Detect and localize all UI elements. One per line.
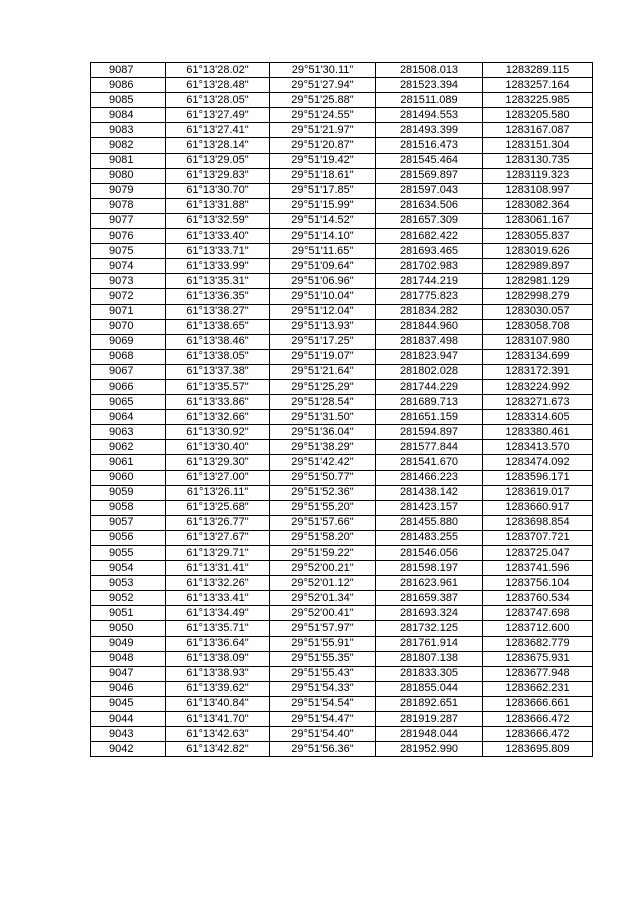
point-number-cell: 9082 — [91, 138, 166, 153]
longitude-cell: 29°51'56.36" — [270, 742, 376, 757]
point-number-cell: 9087 — [91, 63, 166, 78]
table-row — [91, 63, 593, 78]
table-row — [91, 183, 593, 198]
point-number-cell: 9050 — [91, 621, 166, 636]
latitude-cell: 61°13'32.66" — [166, 410, 270, 425]
longitude-cell: 29°51'19.07" — [270, 349, 376, 364]
point-number-cell: 9058 — [91, 500, 166, 515]
latitude-cell: 61°13'42.82" — [166, 742, 270, 757]
x-coordinate-cell: 281423.157 — [376, 500, 483, 515]
x-coordinate-cell: 281523.394 — [376, 78, 483, 93]
longitude-cell: 29°51'30.11" — [270, 63, 376, 78]
table-row — [91, 379, 593, 394]
x-coordinate-cell: 281834.282 — [376, 304, 483, 319]
point-number-cell: 9075 — [91, 244, 166, 259]
y-coordinate-cell: 1283725.047 — [483, 546, 593, 561]
x-coordinate-cell: 281807.138 — [376, 651, 483, 666]
x-coordinate-cell: 281651.159 — [376, 410, 483, 425]
point-number-cell: 9064 — [91, 410, 166, 425]
x-coordinate-cell: 281693.465 — [376, 244, 483, 259]
x-coordinate-cell: 281577.844 — [376, 440, 483, 455]
y-coordinate-cell: 1283675.931 — [483, 651, 593, 666]
y-coordinate-cell: 1283695.809 — [483, 742, 593, 757]
table-row — [91, 455, 593, 470]
point-number-cell: 9045 — [91, 696, 166, 711]
table-row — [91, 334, 593, 349]
table-row — [91, 742, 593, 757]
y-coordinate-cell: 1283061.167 — [483, 213, 593, 228]
table-row — [91, 229, 593, 244]
table-row — [91, 515, 593, 530]
longitude-cell: 29°51'57.66" — [270, 515, 376, 530]
table-row — [91, 410, 593, 425]
table-row — [91, 395, 593, 410]
latitude-cell: 61°13'34.49" — [166, 606, 270, 621]
point-number-cell: 9069 — [91, 334, 166, 349]
point-number-cell: 9049 — [91, 636, 166, 651]
table-row — [91, 651, 593, 666]
y-coordinate-cell: 1283130.735 — [483, 153, 593, 168]
y-coordinate-cell: 1283058.708 — [483, 319, 593, 334]
y-coordinate-cell: 1282981.129 — [483, 274, 593, 289]
point-number-cell: 9047 — [91, 666, 166, 681]
table-row — [91, 561, 593, 576]
point-number-cell: 9077 — [91, 213, 166, 228]
table-row — [91, 727, 593, 742]
longitude-cell: 29°52'00.21" — [270, 561, 376, 576]
table-row — [91, 364, 593, 379]
x-coordinate-cell: 281634.506 — [376, 198, 483, 213]
point-number-cell: 9081 — [91, 153, 166, 168]
x-coordinate-cell: 281511.089 — [376, 93, 483, 108]
y-coordinate-cell: 1283380.461 — [483, 425, 593, 440]
coordinates-table-body — [91, 63, 593, 757]
latitude-cell: 61°13'38.05" — [166, 349, 270, 364]
y-coordinate-cell: 1283055.837 — [483, 229, 593, 244]
point-number-cell: 9044 — [91, 712, 166, 727]
table-row — [91, 153, 593, 168]
x-coordinate-cell: 281744.229 — [376, 379, 483, 394]
point-number-cell: 9084 — [91, 108, 166, 123]
point-number-cell: 9078 — [91, 198, 166, 213]
latitude-cell: 61°13'27.41" — [166, 123, 270, 138]
y-coordinate-cell: 1283119.323 — [483, 168, 593, 183]
longitude-cell: 29°51'11.65" — [270, 244, 376, 259]
y-coordinate-cell: 1283756.104 — [483, 576, 593, 591]
x-coordinate-cell: 281597.043 — [376, 183, 483, 198]
longitude-cell: 29°52'01.34" — [270, 591, 376, 606]
latitude-cell: 61°13'30.92" — [166, 425, 270, 440]
table-row — [91, 576, 593, 591]
longitude-cell: 29°51'54.54" — [270, 696, 376, 711]
x-coordinate-cell: 281657.309 — [376, 213, 483, 228]
y-coordinate-cell: 1283707.721 — [483, 530, 593, 545]
point-number-cell: 9054 — [91, 561, 166, 576]
point-number-cell: 9079 — [91, 183, 166, 198]
latitude-cell: 61°13'28.14" — [166, 138, 270, 153]
longitude-cell: 29°51'10.04" — [270, 289, 376, 304]
longitude-cell: 29°51'50.77" — [270, 470, 376, 485]
table-row — [91, 425, 593, 440]
longitude-cell: 29°51'59.22" — [270, 546, 376, 561]
x-coordinate-cell: 281508.013 — [376, 63, 483, 78]
latitude-cell: 61°13'29.05" — [166, 153, 270, 168]
x-coordinate-cell: 281455.880 — [376, 515, 483, 530]
y-coordinate-cell: 1283474.092 — [483, 455, 593, 470]
x-coordinate-cell: 281952.990 — [376, 742, 483, 757]
longitude-cell: 29°51'06.96" — [270, 274, 376, 289]
point-number-cell: 9066 — [91, 379, 166, 394]
x-coordinate-cell: 281569.897 — [376, 168, 483, 183]
point-number-cell: 9073 — [91, 274, 166, 289]
point-number-cell: 9080 — [91, 168, 166, 183]
table-row — [91, 530, 593, 545]
latitude-cell: 61°13'37.38" — [166, 364, 270, 379]
longitude-cell: 29°51'14.52" — [270, 213, 376, 228]
longitude-cell: 29°51'21.97" — [270, 123, 376, 138]
y-coordinate-cell: 1283741.596 — [483, 561, 593, 576]
x-coordinate-cell: 281466.223 — [376, 470, 483, 485]
latitude-cell: 61°13'38.46" — [166, 334, 270, 349]
x-coordinate-cell: 281732.125 — [376, 621, 483, 636]
y-coordinate-cell: 1283082.364 — [483, 198, 593, 213]
latitude-cell: 61°13'32.26" — [166, 576, 270, 591]
x-coordinate-cell: 281546.056 — [376, 546, 483, 561]
latitude-cell: 61°13'28.05" — [166, 93, 270, 108]
longitude-cell: 29°51'17.85" — [270, 183, 376, 198]
point-number-cell: 9085 — [91, 93, 166, 108]
longitude-cell: 29°51'52.36" — [270, 485, 376, 500]
y-coordinate-cell: 1283289.115 — [483, 63, 593, 78]
latitude-cell: 61°13'38.27" — [166, 304, 270, 319]
y-coordinate-cell: 1283224.992 — [483, 379, 593, 394]
latitude-cell: 61°13'31.88" — [166, 198, 270, 213]
table-row — [91, 349, 593, 364]
point-number-cell: 9052 — [91, 591, 166, 606]
table-row — [91, 636, 593, 651]
point-number-cell: 9056 — [91, 530, 166, 545]
latitude-cell: 61°13'36.64" — [166, 636, 270, 651]
point-number-cell: 9043 — [91, 727, 166, 742]
point-number-cell: 9057 — [91, 515, 166, 530]
longitude-cell: 29°51'31.50" — [270, 410, 376, 425]
x-coordinate-cell: 281598.197 — [376, 561, 483, 576]
y-coordinate-cell: 1283271.673 — [483, 395, 593, 410]
point-number-cell: 9076 — [91, 229, 166, 244]
y-coordinate-cell: 1283666.472 — [483, 727, 593, 742]
point-number-cell: 9060 — [91, 470, 166, 485]
y-coordinate-cell: 1283660.917 — [483, 500, 593, 515]
x-coordinate-cell: 281919.287 — [376, 712, 483, 727]
x-coordinate-cell: 281438.142 — [376, 485, 483, 500]
latitude-cell: 61°13'33.86" — [166, 395, 270, 410]
latitude-cell: 61°13'25.68" — [166, 500, 270, 515]
point-number-cell: 9051 — [91, 606, 166, 621]
latitude-cell: 61°13'27.49" — [166, 108, 270, 123]
x-coordinate-cell: 281744.219 — [376, 274, 483, 289]
x-coordinate-cell: 281594.897 — [376, 425, 483, 440]
longitude-cell: 29°51'14.10" — [270, 229, 376, 244]
latitude-cell: 61°13'33.71" — [166, 244, 270, 259]
table-row — [91, 168, 593, 183]
latitude-cell: 61°13'33.40" — [166, 229, 270, 244]
y-coordinate-cell: 1283107.980 — [483, 334, 593, 349]
x-coordinate-cell: 281802.028 — [376, 364, 483, 379]
latitude-cell: 61°13'35.71" — [166, 621, 270, 636]
point-number-cell: 9067 — [91, 364, 166, 379]
table-row — [91, 712, 593, 727]
table-row — [91, 666, 593, 681]
point-number-cell: 9053 — [91, 576, 166, 591]
latitude-cell: 61°13'33.41" — [166, 591, 270, 606]
longitude-cell: 29°51'54.40" — [270, 727, 376, 742]
latitude-cell: 61°13'36.35" — [166, 289, 270, 304]
table-row — [91, 304, 593, 319]
y-coordinate-cell: 1283666.661 — [483, 696, 593, 711]
point-number-cell: 9072 — [91, 289, 166, 304]
point-number-cell: 9086 — [91, 78, 166, 93]
latitude-cell: 61°13'26.77" — [166, 515, 270, 530]
latitude-cell: 61°13'29.71" — [166, 546, 270, 561]
x-coordinate-cell: 281623.961 — [376, 576, 483, 591]
longitude-cell: 29°51'20.87" — [270, 138, 376, 153]
table-row — [91, 123, 593, 138]
table-row — [91, 244, 593, 259]
y-coordinate-cell: 1283134.699 — [483, 349, 593, 364]
latitude-cell: 61°13'42.63" — [166, 727, 270, 742]
table-row — [91, 591, 593, 606]
y-coordinate-cell: 1283677.948 — [483, 666, 593, 681]
point-number-cell: 9065 — [91, 395, 166, 410]
x-coordinate-cell: 281493.399 — [376, 123, 483, 138]
y-coordinate-cell: 1283662.231 — [483, 681, 593, 696]
longitude-cell: 29°51'58.20" — [270, 530, 376, 545]
longitude-cell: 29°51'38.29" — [270, 440, 376, 455]
table-row — [91, 470, 593, 485]
latitude-cell: 61°13'41.70" — [166, 712, 270, 727]
y-coordinate-cell: 1282998.279 — [483, 289, 593, 304]
y-coordinate-cell: 1283167.087 — [483, 123, 593, 138]
longitude-cell: 29°51'13.93" — [270, 319, 376, 334]
coordinates-table — [90, 62, 593, 757]
x-coordinate-cell: 281693.324 — [376, 606, 483, 621]
latitude-cell: 61°13'28.02" — [166, 63, 270, 78]
y-coordinate-cell: 1283205.580 — [483, 108, 593, 123]
longitude-cell: 29°52'01.12" — [270, 576, 376, 591]
point-number-cell: 9068 — [91, 349, 166, 364]
table-row — [91, 93, 593, 108]
longitude-cell: 29°52'00.41" — [270, 606, 376, 621]
x-coordinate-cell: 281541.670 — [376, 455, 483, 470]
longitude-cell: 29°51'25.88" — [270, 93, 376, 108]
table-row — [91, 546, 593, 561]
table-row — [91, 198, 593, 213]
longitude-cell: 29°51'19.42" — [270, 153, 376, 168]
table-row — [91, 138, 593, 153]
x-coordinate-cell: 281948.044 — [376, 727, 483, 742]
table-row — [91, 485, 593, 500]
point-number-cell: 9046 — [91, 681, 166, 696]
longitude-cell: 29°51'18.61" — [270, 168, 376, 183]
y-coordinate-cell: 1283596.171 — [483, 470, 593, 485]
point-number-cell: 9071 — [91, 304, 166, 319]
x-coordinate-cell: 281844.960 — [376, 319, 483, 334]
point-number-cell: 9061 — [91, 455, 166, 470]
point-number-cell: 9062 — [91, 440, 166, 455]
y-coordinate-cell: 1283172.391 — [483, 364, 593, 379]
y-coordinate-cell: 1283225.985 — [483, 93, 593, 108]
longitude-cell: 29°51'28.54" — [270, 395, 376, 410]
y-coordinate-cell: 1283712.600 — [483, 621, 593, 636]
point-number-cell: 9055 — [91, 546, 166, 561]
x-coordinate-cell: 281659.387 — [376, 591, 483, 606]
y-coordinate-cell: 1283108.997 — [483, 183, 593, 198]
latitude-cell: 61°13'29.30" — [166, 455, 270, 470]
longitude-cell: 29°51'15.99" — [270, 198, 376, 213]
longitude-cell: 29°51'25.29" — [270, 379, 376, 394]
x-coordinate-cell: 281775.823 — [376, 289, 483, 304]
x-coordinate-cell: 281689.713 — [376, 395, 483, 410]
table-row — [91, 78, 593, 93]
longitude-cell: 29°51'24.55" — [270, 108, 376, 123]
table-row — [91, 259, 593, 274]
x-coordinate-cell: 281837.498 — [376, 334, 483, 349]
latitude-cell: 61°13'38.65" — [166, 319, 270, 334]
point-number-cell: 9042 — [91, 742, 166, 757]
table-row — [91, 621, 593, 636]
point-number-cell: 9070 — [91, 319, 166, 334]
latitude-cell: 61°13'35.57" — [166, 379, 270, 394]
longitude-cell: 29°51'57.97" — [270, 621, 376, 636]
x-coordinate-cell: 281833.305 — [376, 666, 483, 681]
table-row — [91, 108, 593, 123]
y-coordinate-cell: 1283747.698 — [483, 606, 593, 621]
x-coordinate-cell: 281823.947 — [376, 349, 483, 364]
y-coordinate-cell: 1283698.854 — [483, 515, 593, 530]
y-coordinate-cell: 1283666.472 — [483, 712, 593, 727]
latitude-cell: 61°13'32.59" — [166, 213, 270, 228]
y-coordinate-cell: 1283030.057 — [483, 304, 593, 319]
y-coordinate-cell: 1283257.164 — [483, 78, 593, 93]
table-row — [91, 681, 593, 696]
x-coordinate-cell: 281494.553 — [376, 108, 483, 123]
x-coordinate-cell: 281702.983 — [376, 259, 483, 274]
longitude-cell: 29°51'09.64" — [270, 259, 376, 274]
longitude-cell: 29°51'54.33" — [270, 681, 376, 696]
point-number-cell: 9059 — [91, 485, 166, 500]
table-row — [91, 319, 593, 334]
table-row — [91, 606, 593, 621]
latitude-cell: 61°13'31.41" — [166, 561, 270, 576]
table-row — [91, 500, 593, 515]
latitude-cell: 61°13'33.99" — [166, 259, 270, 274]
y-coordinate-cell: 1283019.626 — [483, 244, 593, 259]
latitude-cell: 61°13'29.83" — [166, 168, 270, 183]
latitude-cell: 61°13'40.84" — [166, 696, 270, 711]
longitude-cell: 29°51'17.25" — [270, 334, 376, 349]
y-coordinate-cell: 1283682.779 — [483, 636, 593, 651]
y-coordinate-cell: 1283619.017 — [483, 485, 593, 500]
latitude-cell: 61°13'26.11" — [166, 485, 270, 500]
x-coordinate-cell: 281761.914 — [376, 636, 483, 651]
x-coordinate-cell: 281483.255 — [376, 530, 483, 545]
point-number-cell: 9048 — [91, 651, 166, 666]
table-row — [91, 289, 593, 304]
longitude-cell: 29°51'55.91" — [270, 636, 376, 651]
latitude-cell: 61°13'30.40" — [166, 440, 270, 455]
latitude-cell: 61°13'30.70" — [166, 183, 270, 198]
point-number-cell: 9074 — [91, 259, 166, 274]
point-number-cell: 9063 — [91, 425, 166, 440]
longitude-cell: 29°51'12.04" — [270, 304, 376, 319]
longitude-cell: 29°51'55.43" — [270, 666, 376, 681]
longitude-cell: 29°51'55.20" — [270, 500, 376, 515]
y-coordinate-cell: 1283314.605 — [483, 410, 593, 425]
latitude-cell: 61°13'27.67" — [166, 530, 270, 545]
latitude-cell: 61°13'38.09" — [166, 651, 270, 666]
latitude-cell: 61°13'39.62" — [166, 681, 270, 696]
y-coordinate-cell: 1282989.897 — [483, 259, 593, 274]
latitude-cell: 61°13'38.93" — [166, 666, 270, 681]
table-row — [91, 274, 593, 289]
x-coordinate-cell: 281892.651 — [376, 696, 483, 711]
table-row — [91, 696, 593, 711]
latitude-cell: 61°13'27.00" — [166, 470, 270, 485]
longitude-cell: 29°51'42.42" — [270, 455, 376, 470]
table-row — [91, 440, 593, 455]
x-coordinate-cell: 281855.044 — [376, 681, 483, 696]
x-coordinate-cell: 281545.464 — [376, 153, 483, 168]
longitude-cell: 29°51'21.64" — [270, 364, 376, 379]
latitude-cell: 61°13'35.31" — [166, 274, 270, 289]
latitude-cell: 61°13'28.48" — [166, 78, 270, 93]
y-coordinate-cell: 1283760.534 — [483, 591, 593, 606]
y-coordinate-cell: 1283413.570 — [483, 440, 593, 455]
longitude-cell: 29°51'36.04" — [270, 425, 376, 440]
x-coordinate-cell: 281516.473 — [376, 138, 483, 153]
point-number-cell: 9083 — [91, 123, 166, 138]
x-coordinate-cell: 281682.422 — [376, 229, 483, 244]
longitude-cell: 29°51'55.35" — [270, 651, 376, 666]
longitude-cell: 29°51'27.94" — [270, 78, 376, 93]
longitude-cell: 29°51'54.47" — [270, 712, 376, 727]
table-row — [91, 213, 593, 228]
y-coordinate-cell: 1283151.304 — [483, 138, 593, 153]
